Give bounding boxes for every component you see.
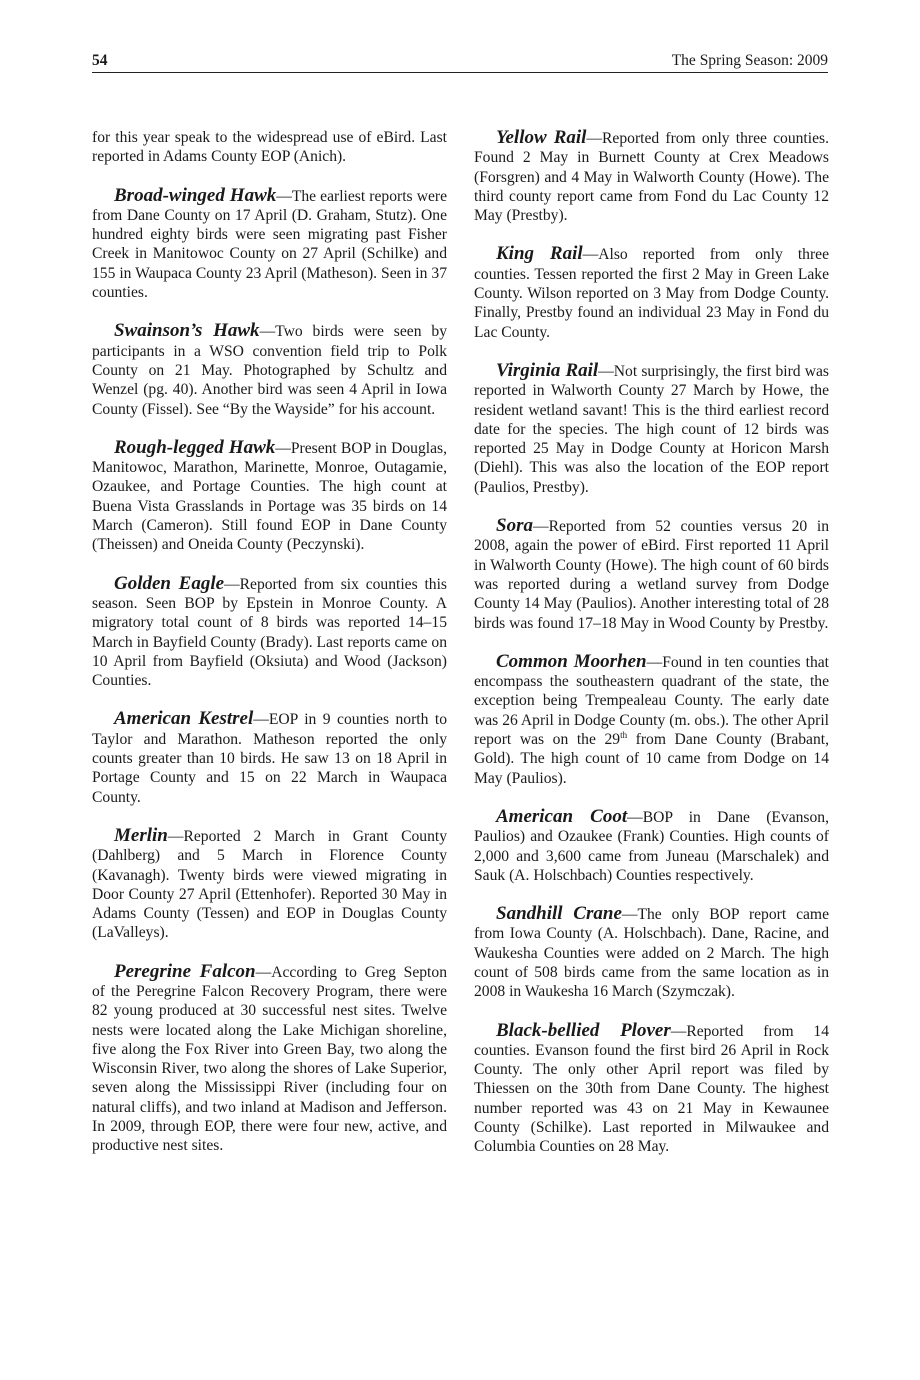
species-account	[474, 904, 829, 1001]
species-account	[92, 128, 447, 167]
account-text: —Present BOP in Douglas, Manitowoc, Marathon, Marinette, Monroe, Outagamie, Ozaukee, and Portage Counties. The high count at Buena Vista Grasslands in Portage was 35 birds on 14 March (Cameron). Still found EOP in Dane County (Theissen) and Oneida County (Peczynski).	[92, 439, 447, 554]
species-name: American Kestrel	[114, 708, 254, 730]
account-text: —Reported from 14 counties. Evanson found the first bird 26 April in Rock County. The only other April report was filed by Thiessen on the 30th from Dane County. The highest number reported was 43 on 21 May in Kewaunee County (Schilke). Last reported in Milwaukee and Columbia Counties on 28 May.	[474, 1022, 829, 1156]
species-account	[474, 128, 829, 225]
account-text: —According to Greg Septon of the Peregrine Falcon Recovery Program, there were 82 young produced at 30 successful nest sites. Twelve nests were located along the Lake Michigan shoreline, five along the Fox River into Green Bay, two along the Wisconsin River, two along the shores of Lake Superior, seven along the Mississippi River (including four on natural cliffs), and two inland at Madison and Jefferson. In 2009, through EOP, there were four new, active, and productive nest sites.	[92, 963, 447, 1155]
species-name: American Coot	[496, 805, 628, 827]
species-name: Common Moorhen	[496, 650, 647, 672]
species-account	[92, 574, 447, 691]
species-name: Rough-legged Hawk	[114, 436, 276, 458]
species-name: Yellow Rail	[496, 127, 587, 148]
species-account	[92, 321, 447, 418]
ordinal-superscript: th	[620, 729, 628, 740]
species-account	[92, 962, 447, 1156]
species-name: Black-bellied Plover	[496, 1019, 671, 1041]
species-name: Golden Eagle	[114, 572, 225, 594]
species-account	[92, 438, 447, 555]
species-account	[474, 652, 829, 788]
species-name: Sandhill Crane	[496, 903, 622, 925]
account-text: —EOP in 9 counties north to Taylor and Marathon. Matheson reported the only counts greater than 10 birds. He saw 13 on 18 April in Portage County and 15 on 22 March in Waupaca County.	[92, 711, 447, 806]
account-text: —The only BOP report came from Iowa County (A. Holschbach). Dane, Racine, and Waukesha Counties were added on 2 March. The high count of 508 birds came from the same location as in 2008 in Waukesha 16 March (Szymczak).	[474, 906, 829, 1001]
species-name: King Rail	[496, 243, 583, 265]
account-text: —Reported from 52 counties versus 20 in 2008, again the power of eBird. First reported 11 April in Walworth County (Howe). The high count of 60 birds was reported during a wetland survey from Dodge County 14 May (Paulios). Another interesting total of 28 birds was found 17–18 May in Wood County by Prestby.	[474, 518, 829, 632]
account-text: —Reported from six counties this season. Seen BOP by Epstein in Monroe County. A migratory total count of 8 birds was reported 14–15 March in Bayfield County (Brady). Last reports came on 10 April from Bayfield (Oksiuta) and Wood (Jackson) Counties.	[92, 575, 448, 690]
species-name: Merlin	[114, 824, 168, 846]
species-name: Peregrine Falcon	[114, 960, 256, 982]
account-text: —Also reported from only three counties. Tessen reported the first 2 May in Green Lake County. Wilson reported on 3 May from Dodge County. Finally, Prestby found an individual 23 May in Fond du Lac County.	[474, 246, 829, 341]
left-column	[92, 128, 447, 1175]
account-text: for this year speak to the widespread use of eBird. Last reported in Adams County EOP (Anich).	[92, 129, 447, 166]
running-header	[92, 50, 828, 73]
account-text: —BOP in Dane (Evanson, Paulios) and Ozaukee (Frank) Counties. High counts of 2,000 and 3,600 came from Juneau (Marschalek) and Sauk (A. Holschbach) Counties respectively.	[474, 808, 829, 884]
species-name: Sora	[496, 515, 533, 537]
right-column	[474, 128, 829, 1176]
species-account	[474, 807, 829, 885]
account-text: —Not surprisingly, the first bird was reported in Walworth County 27 March by Howe, the resident wetland savant! This is the third earliest record date for the species. The high count of 12 birds was reported 25 May in Dodge County at Horicon Marsh (Diehl). This was also the location of the EOP report (Paulios, Prestby).	[474, 362, 829, 496]
account-text: —Found in ten counties that encompass the southeastern quadrant of the state, the exception being Trempealeau County. The early date was 26 April in Dodge County (m. obs.). The other April report was on the 29	[474, 653, 829, 749]
page-number: 54	[92, 52, 108, 69]
species-account	[92, 186, 447, 303]
species-account	[474, 516, 829, 633]
species-name: Swainson’s Hawk	[114, 320, 260, 342]
species-account	[474, 244, 829, 341]
account-text-continued: from Dane County (Brabant, Gold). The high count of 10 came from Dodge on 14 May (Paulios).	[474, 731, 829, 787]
species-account	[474, 361, 829, 497]
running-title: The Spring Season: 2009	[671, 52, 828, 69]
account-text: —Reported from only three counties. Found 2 May in Burnett County at Crex Meadows (Forsgren) and 4 May in Walworth County (Howe). The third county report came from Fond du Lac County 12 May (Prestby).	[474, 130, 829, 225]
species-name: Virginia Rail	[496, 359, 599, 381]
species-name: Broad-winged Hawk	[114, 184, 277, 206]
species-account	[92, 826, 447, 943]
account-text: —Two birds were seen by participants in a WSO convention field trip to Polk County on 21 May. Photographed by Schultz and Wenzel (pg. 40). Another bird was seen 4 April in Iowa County (Fissel). See “By the Wayside” for his account.	[92, 323, 448, 418]
account-text: —Reported 2 March in Grant County (Dahlberg) and 5 March in Florence County (Kavanagh). Twenty birds were viewed migrating in Door County 27 April (Ettenhofer). Reported 30 May in Adams County (Tessen) and EOP in Douglas County (LaValleys).	[92, 827, 447, 942]
account-text: —The earliest reports were from Dane County on 17 April (D. Graham, Stutz). One hundred eighty birds were seen migrating past Fisher Creek in Manitowoc County on 27 April (Schilke) and 155 in Waupaca County 23 April (Matheson). Seen in 37 counties.	[92, 187, 447, 302]
species-account	[474, 1021, 829, 1157]
species-account	[92, 709, 447, 806]
